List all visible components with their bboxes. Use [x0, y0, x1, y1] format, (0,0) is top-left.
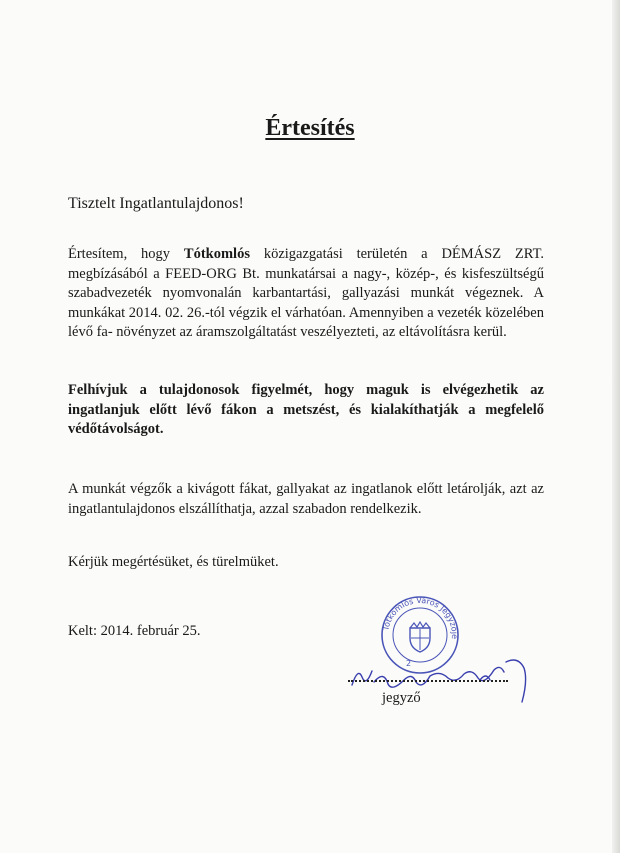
official-stamp: [381, 596, 459, 673]
paragraph-debris: A munkát végzők a kivágott fákat, gallyakat az ingatlanok előtt letárolják, azt az ingatlantulajdonos elszállíthatja, azzal szabadon rendelkezik.: [68, 481, 544, 517]
paragraph-owner-notice: Felhívjuk a tulajdonosok figyelmét, hogy maguk is elvégezhetik az ingatlanjuk előtt lévő fákon a metszést, és kialakíthatják a megfelelő védőtávolságot.: [68, 382, 544, 437]
closing-thanks: Kérjük megértésüket, és türelmüket.: [68, 554, 279, 570]
stamp-and-signature: [330, 590, 550, 720]
issue-date: Kelt: 2014. február 25.: [68, 623, 201, 639]
settlement-name: Tótkomlós: [183, 246, 250, 262]
paragraph-notice-start: Értesítem, hogy: [68, 246, 184, 262]
signer-role: jegyző: [382, 690, 421, 706]
greeting: Tisztelt Ingatlantulajdonos!: [68, 195, 244, 212]
paragraph-notice: [68, 245, 544, 343]
document-title: Értesítés: [265, 115, 355, 141]
stamp-text: Tótkomlós Város Jegyzője: [381, 595, 460, 640]
coat-of-arms-icon: [410, 622, 430, 652]
paragraph-notice-rest: közigazgatási területén a DÉMÁSZ ZRT. megbízásából a FEED-ORG Bt. munkatársai a nagy-, közép-, és kisfeszültségű szabadvezeték nyomvonalán karbantartási, gallyazási munkát végeznek. A munkákat 2014. 02. 26.-tól végzik el várhatóan. Amennyiben a vezeték közelében lévő fa- növényzet az áramszolgáltatást veszélyezteti, az eltávolításra kerül.: [68, 246, 544, 340]
stamp-number: 2: [406, 659, 412, 668]
signature-line: [348, 680, 508, 682]
